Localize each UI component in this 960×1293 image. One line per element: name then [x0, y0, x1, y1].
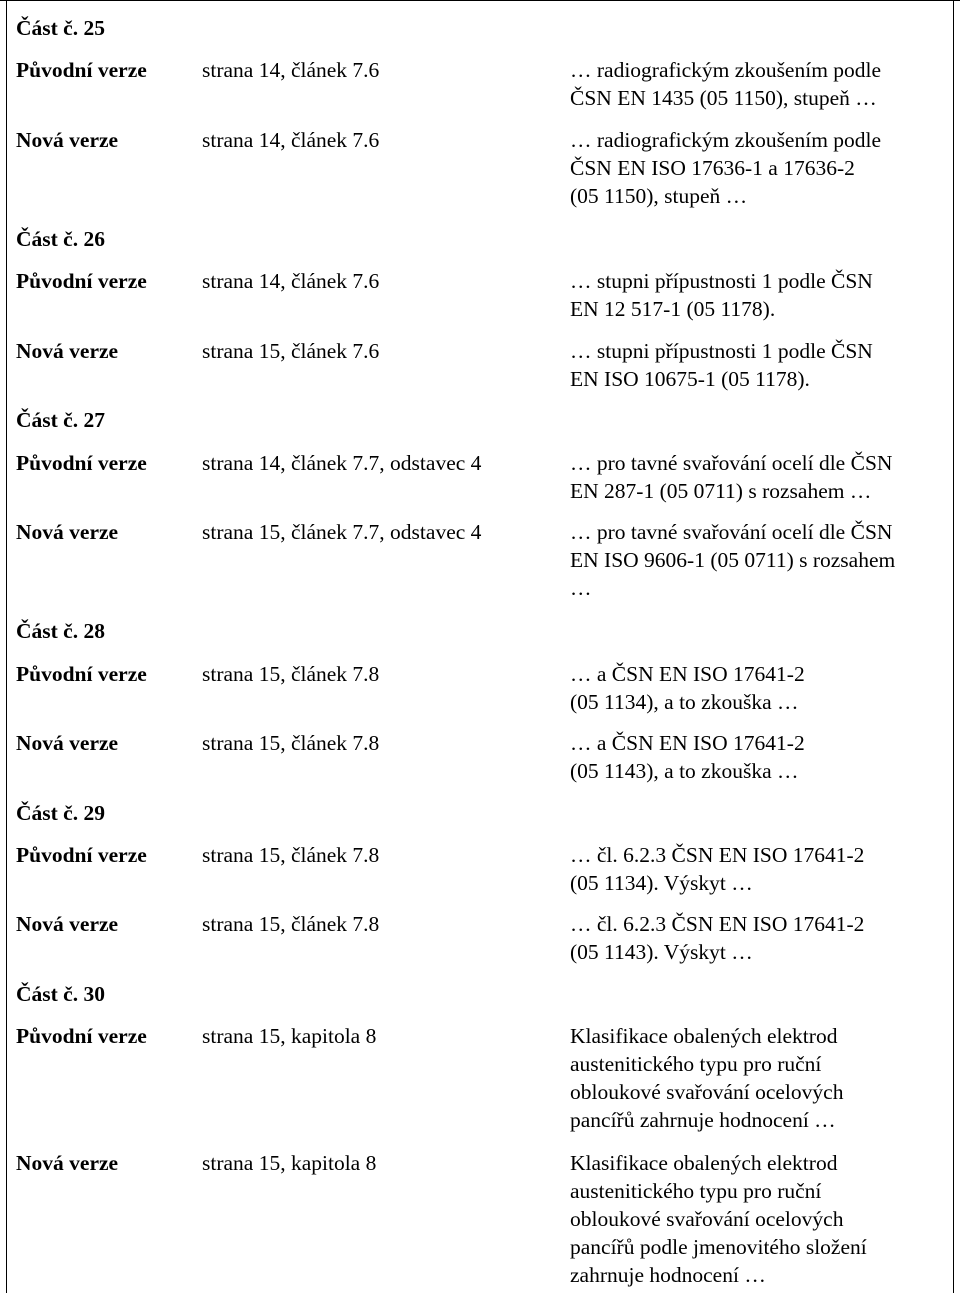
row-ref: strana 14, článek 7.6 — [202, 128, 380, 152]
row-text — [570, 910, 864, 966]
section-header: Část č. 29 — [16, 801, 105, 825]
text-line: … pro tavné svařování ocelí dle ČSN — [570, 520, 893, 544]
section-header: Část č. 28 — [16, 619, 105, 643]
row-label: Původní verze — [16, 662, 147, 686]
text-line: austenitického typu pro ruční — [570, 1179, 822, 1203]
text-line: (05 1143). Výskyt … — [570, 940, 753, 964]
row-text — [570, 660, 805, 716]
section-header: Část č. 26 — [16, 227, 105, 251]
text-line: pancířů podle jmenovitého složení — [570, 1235, 867, 1259]
row-ref: strana 15, kapitola 8 — [202, 1024, 377, 1048]
text-line: … čl. 6.2.3 ČSN EN ISO 17641-2 — [570, 843, 865, 867]
row-text — [570, 126, 881, 210]
text-line: pancířů zahrnuje hodnocení … — [570, 1108, 836, 1132]
text-line: … pro tavné svařování ocelí dle ČSN — [570, 451, 893, 475]
text-line: ČSN EN ISO 17636-1 a 17636-2 — [570, 156, 855, 180]
section-header: Část č. 27 — [16, 408, 105, 432]
row-label: Nová verze — [16, 128, 119, 152]
row-text — [570, 1022, 843, 1134]
row-text — [570, 518, 895, 602]
text-line: (05 1134). Výskyt … — [570, 871, 753, 895]
text-line: (05 1150), stupeň … — [570, 184, 748, 208]
row-ref: strana 14, článek 7.6 — [202, 58, 380, 82]
row-text — [570, 337, 873, 393]
text-line: … radiografickým zkoušením podle — [570, 128, 882, 152]
text-line: … radiografickým zkoušením podle — [570, 58, 882, 82]
row-ref: strana 14, článek 7.6 — [202, 269, 380, 293]
text-line: obloukové svařování ocelových — [570, 1080, 844, 1104]
text-line: EN 287-1 (05 0711) s rozsahem … — [570, 479, 872, 503]
text-line: … — [570, 576, 592, 600]
text-line: (05 1134), a to zkouška … — [570, 690, 799, 714]
row-label: Nová verze — [16, 1151, 119, 1175]
row-ref: strana 15, článek 7.8 — [202, 662, 380, 686]
text-line: zahrnuje hodnocení … — [570, 1263, 766, 1287]
text-line: Klasifikace obalených elektrod — [570, 1024, 838, 1048]
row-ref: strana 15, článek 7.8 — [202, 731, 380, 755]
text-line: … a ČSN EN ISO 17641-2 — [570, 662, 805, 686]
row-label: Původní verze — [16, 843, 147, 867]
row-label: Nová verze — [16, 520, 119, 544]
row-label: Původní verze — [16, 58, 147, 82]
text-line: Klasifikace obalených elektrod — [570, 1151, 838, 1175]
text-line: austenitického typu pro ruční — [570, 1052, 822, 1076]
row-ref: strana 15, článek 7.8 — [202, 912, 380, 936]
row-label: Původní verze — [16, 269, 147, 293]
section-header: Část č. 30 — [16, 982, 105, 1006]
row-text — [570, 729, 805, 785]
text-line: ČSN EN 1435 (05 1150), stupeň … — [570, 86, 877, 110]
row-label: Původní verze — [16, 451, 147, 475]
text-line: … stupni přípustnosti 1 podle ČSN — [570, 269, 873, 293]
row-label: Nová verze — [16, 731, 119, 755]
text-line: EN ISO 10675-1 (05 1178). — [570, 367, 810, 391]
row-text — [570, 449, 892, 505]
text-line: obloukové svařování ocelových — [570, 1207, 844, 1231]
text-line: EN 12 517-1 (05 1178). — [570, 297, 776, 321]
row-label: Nová verze — [16, 339, 119, 363]
row-ref: strana 15, kapitola 8 — [202, 1151, 377, 1175]
left-border — [6, 0, 7, 1293]
row-ref: strana 15, článek 7.6 — [202, 339, 380, 363]
text-line: … stupni přípustnosti 1 podle ČSN — [570, 339, 873, 363]
row-text — [570, 56, 881, 112]
row-text — [570, 267, 873, 323]
row-text — [570, 1149, 867, 1289]
top-border — [0, 0, 960, 1]
text-line: … čl. 6.2.3 ČSN EN ISO 17641-2 — [570, 912, 865, 936]
row-ref: strana 15, článek 7.7, odstavec 4 — [202, 520, 482, 544]
row-ref: strana 15, článek 7.8 — [202, 843, 380, 867]
row-label: Původní verze — [16, 1024, 147, 1048]
text-line: (05 1143), a to zkouška … — [570, 759, 799, 783]
text-line: … a ČSN EN ISO 17641-2 — [570, 731, 805, 755]
section-header: Část č. 25 — [16, 16, 105, 40]
row-text — [570, 841, 864, 897]
row-ref: strana 14, článek 7.7, odstavec 4 — [202, 451, 482, 475]
right-border — [953, 0, 954, 1293]
row-label: Nová verze — [16, 912, 119, 936]
text-line: EN ISO 9606-1 (05 0711) s rozsahem — [570, 548, 896, 572]
